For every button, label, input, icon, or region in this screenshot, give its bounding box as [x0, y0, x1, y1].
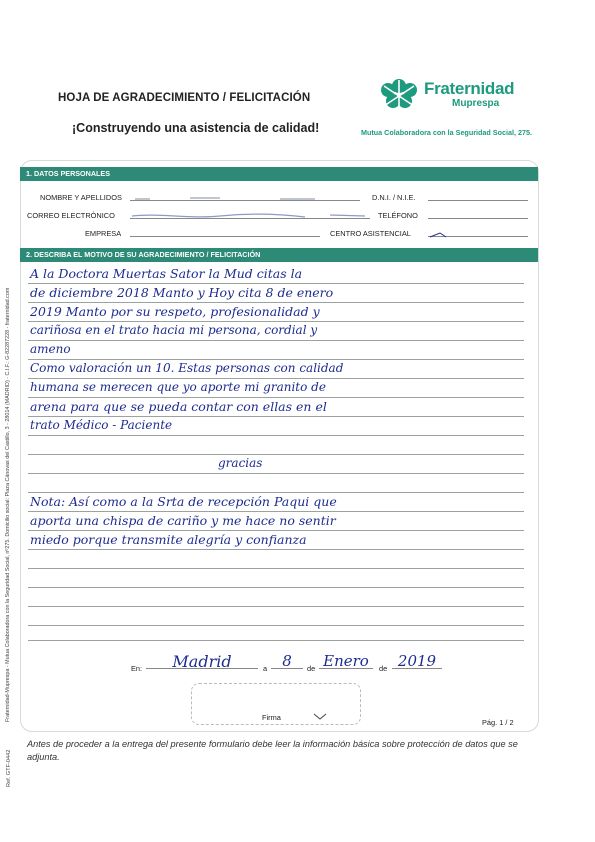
signature-label: Firma	[262, 713, 281, 722]
handwritten-line: 2019 Manto por su respeto, profesionalidad y	[30, 304, 320, 319]
handwritten-line: de diciembre 2018 Manto y Hoy cita 8 de enero	[30, 285, 334, 300]
center-label: CENTRO ASISTENCIAL	[330, 229, 411, 238]
ruled-line	[28, 568, 524, 569]
ruled-line	[28, 454, 524, 455]
ruled-line	[28, 359, 524, 360]
ruled-line	[28, 492, 524, 493]
handwritten-line: Nota: Así como a la Srta de recepción Paqui que	[30, 494, 337, 509]
ruled-line	[28, 587, 524, 588]
document-title: HOJA DE AGRADECIMIENTO / FELICITACIÓN	[58, 92, 311, 104]
year-prefix-label: de	[379, 664, 388, 673]
handwritten-line: humana se merecen que yo aporte mi granito de	[30, 380, 326, 394]
ruled-line	[28, 549, 524, 550]
ruled-line	[28, 625, 524, 626]
name-field[interactable]	[130, 190, 360, 201]
place-label: En:	[131, 664, 143, 673]
ruled-line	[28, 302, 524, 303]
ruled-line	[28, 511, 524, 512]
phone-field[interactable]	[428, 208, 528, 219]
ruled-line	[28, 606, 524, 607]
section-personal-data-header: 1. DATOS PERSONALES	[20, 167, 538, 181]
document-subtitle: ¡Construyendo una asistencia de calidad!	[72, 121, 320, 135]
day-prefix-label: a	[263, 664, 268, 673]
name-label: NOMBRE Y APELLIDOS	[40, 193, 122, 202]
handwritten-line: A la Doctora Muertas Sator la Mud citas la	[30, 266, 303, 281]
handwritten-line: cariñosa en el trato hacia mi persona, cordial y	[30, 323, 318, 337]
place-field[interactable]: Madrid	[146, 652, 258, 669]
handwritten-line: ameno	[30, 342, 71, 356]
handwritten-line: trato Médico - Paciente	[30, 418, 173, 432]
handwritten-line: aporta una chispa de cariño y me hace no sentir	[30, 513, 336, 528]
handwritten-line: arena para que se pueda contar con ellas en el	[30, 399, 327, 414]
ruled-line	[28, 378, 524, 379]
dni-label: D.N.I. / N.I.E.	[372, 193, 416, 202]
reference-code: Ref. GTF-0442	[6, 749, 12, 787]
company-field[interactable]	[130, 226, 320, 237]
fraternidad-logo-icon	[378, 78, 420, 112]
ruled-line	[28, 416, 524, 417]
company-label: EMPRESA	[85, 229, 122, 238]
ruled-line	[28, 321, 524, 322]
center-field[interactable]	[428, 226, 528, 237]
ruled-line	[28, 397, 524, 398]
logo-brand-subname: Muprespa	[452, 98, 500, 109]
ruled-line	[28, 283, 524, 284]
ruled-line	[28, 473, 524, 474]
handwritten-line: gracias	[218, 456, 263, 470]
ruled-line	[28, 435, 524, 436]
legal-side-text: Fraternidad-Muprespa - Mutua Colaboradora con la Seguridad Social, nº275. Domicilio social: Plaza Cánovas del Castillo, 3 - 28014 (MADRID) - C.I.F.: G-82287228 - fraternidad.com	[5, 287, 11, 722]
section-reason-header: 2. DESCRIBA EL MOTIVO DE SU AGRADECIMIENTO / FELICITACIÓN	[20, 248, 538, 262]
form-frame	[20, 160, 539, 732]
handwritten-line: miedo porque transmite alegría y confianza	[30, 532, 307, 547]
month-prefix-label: de	[307, 664, 316, 673]
ruled-line	[28, 340, 524, 341]
email-field[interactable]	[130, 208, 370, 219]
email-label: CORREO ELECTRÓNICO	[27, 211, 115, 220]
logo-brand-name: Fraternidad	[424, 79, 515, 98]
ruled-line	[28, 640, 524, 641]
ruled-line	[28, 530, 524, 531]
handwritten-line: Como valoración un 10. Estas personas con calidad	[30, 361, 344, 375]
logo-tagline: Mutua Colaboradora con la Seguridad Social, 275.	[361, 128, 532, 137]
phone-label: TELÉFONO	[378, 211, 418, 220]
year-field[interactable]: 2019	[392, 652, 442, 669]
day-field[interactable]: 8	[271, 652, 303, 669]
month-field[interactable]: Enero	[319, 652, 373, 669]
page-number: Pág. 1 / 2	[482, 718, 514, 727]
data-protection-notice: Antes de proceder a la entrega del presente formulario debe leer la información básica sobre protección de datos que se adjunta.	[27, 739, 518, 762]
dni-field[interactable]	[428, 190, 528, 201]
